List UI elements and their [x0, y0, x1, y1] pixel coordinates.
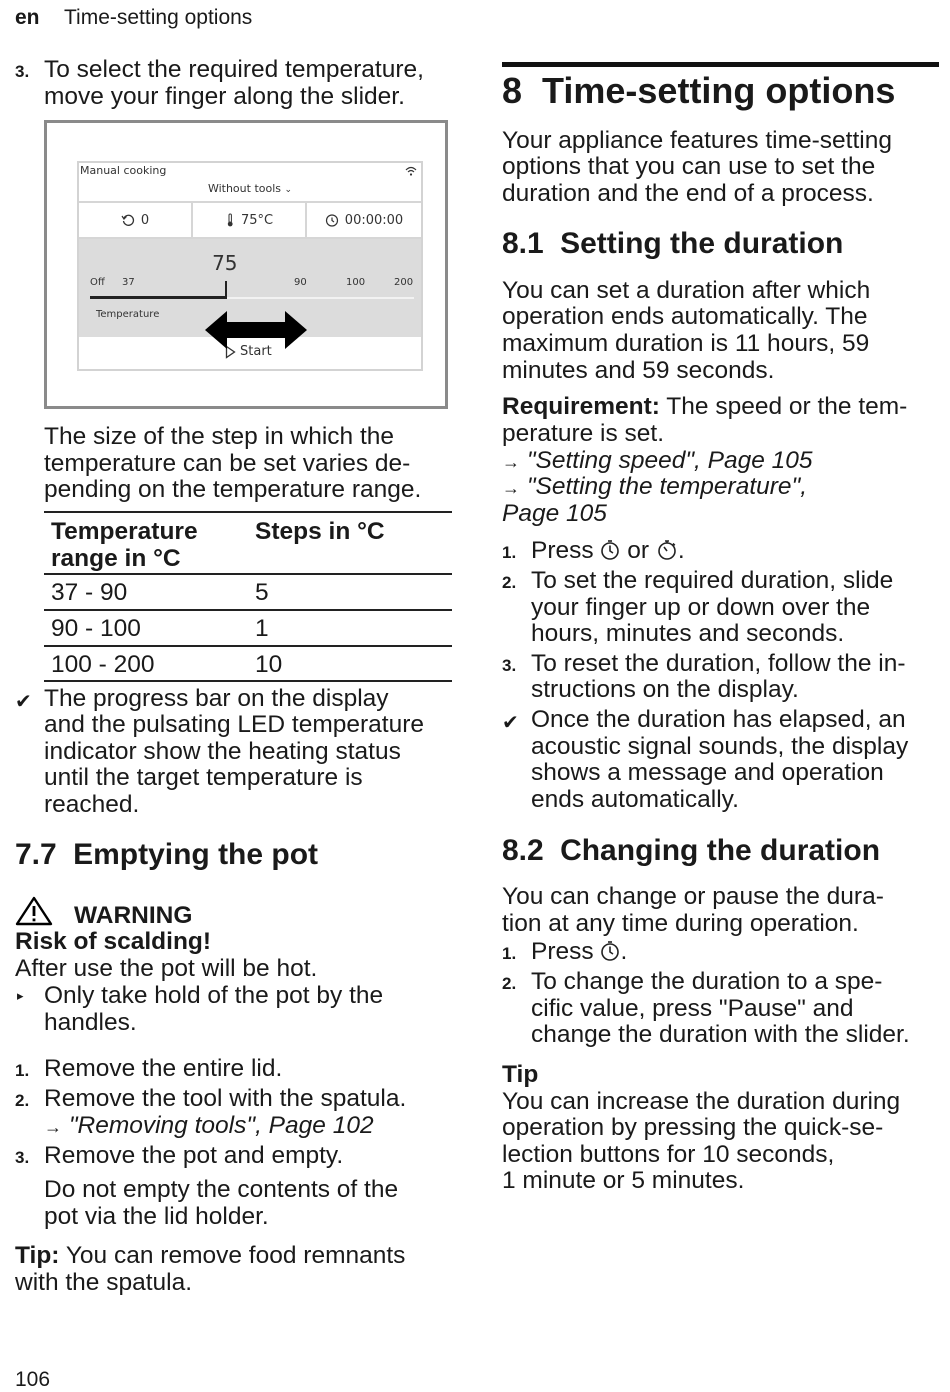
- warning-instruction: Only take hold of the pot by the: [44, 982, 384, 1009]
- table-cell: 5: [255, 579, 269, 606]
- body-text: You can change or pause the dura-: [502, 883, 884, 910]
- chapter-rule: [502, 62, 939, 67]
- swipe-arrow-icon: [203, 309, 309, 351]
- step-text: To change the duration to a spe-: [531, 968, 883, 995]
- cross-reference-page: Page 105: [502, 500, 607, 527]
- step-note: Do not empty the contents of the: [44, 1176, 399, 1203]
- result-text: until the target temperature is: [44, 764, 363, 791]
- duration-value: 00:00:00: [344, 212, 404, 228]
- body-text: maximum duration is 11 hours, 59: [502, 330, 870, 357]
- body-text: You can set a duration after which: [502, 277, 871, 304]
- checkmark-icon: ✔: [502, 712, 519, 734]
- slider-label: Temperature: [96, 309, 160, 320]
- stopwatch-icon: [656, 539, 678, 561]
- tip-text: You can increase the duration during: [502, 1088, 901, 1115]
- warning-icon: [15, 896, 53, 926]
- step-text: To set the required duration, slide: [531, 567, 894, 594]
- step-text: change the duration with the slider.: [531, 1021, 910, 1048]
- section-title: Setting the duration: [560, 227, 844, 260]
- section-heading: [502, 227, 843, 261]
- step-text: cific value, press "Pause" and: [531, 995, 854, 1022]
- slider-handle[interactable]: [225, 281, 227, 299]
- body-text: Your appliance features time-setting: [502, 127, 892, 154]
- step-number: 1.: [15, 1061, 30, 1080]
- duration-tile[interactable]: [307, 203, 421, 239]
- language-code: en: [15, 6, 40, 29]
- step-text: Remove the entire lid.: [44, 1055, 283, 1082]
- body-text: duration and the end of a process.: [502, 180, 874, 207]
- step-text: Remove the tool with the spatula.: [44, 1085, 407, 1112]
- step-text: To select the required temperature,: [44, 56, 424, 83]
- arrow-right-icon: →: [502, 478, 520, 498]
- tick-label: 100: [346, 277, 366, 288]
- body-text: tion at any time during operation.: [502, 910, 859, 937]
- step-text: To reset the duration, follow the in-: [531, 650, 906, 677]
- body-text: pending on the temperature range.: [44, 476, 422, 503]
- speed-value: 0: [140, 212, 150, 228]
- body-text: The size of the step in which the: [44, 423, 394, 450]
- result-text: indicator show the heating status: [44, 738, 401, 765]
- step-text: your finger up or down over the: [531, 594, 871, 621]
- arrow-right-icon: →: [502, 452, 520, 472]
- bullet-triangle-icon: ▸: [17, 988, 24, 1003]
- step-number: 1.: [502, 944, 517, 963]
- warning-label: WARNING: [74, 902, 193, 929]
- result-text: Once the duration has elapsed, an: [531, 706, 906, 733]
- result-text: acoustic signal sounds, the display: [531, 733, 909, 760]
- section-number: 8.1: [502, 227, 544, 260]
- step-number: 3.: [15, 1148, 30, 1167]
- warning-heading: Risk of scalding!: [15, 928, 212, 955]
- arrow-right-icon: →: [44, 1117, 62, 1137]
- tip-text: operation by pressing the quick-se-: [502, 1114, 884, 1141]
- step-number: 1.: [502, 543, 517, 562]
- tick-label: Off: [90, 277, 105, 288]
- cross-reference-link[interactable]: → "Setting the temperature",: [502, 473, 808, 500]
- tip-text: Tip: You can remove food remnants: [15, 1242, 406, 1269]
- tick-label: 90: [294, 277, 307, 288]
- tip-text: 1 minute or 5 minutes.: [502, 1167, 745, 1194]
- step-number: 2.: [502, 974, 517, 993]
- tip-label: Tip: [502, 1061, 539, 1088]
- table-row: [44, 573, 452, 575]
- result-text: shows a message and operation: [531, 759, 884, 786]
- tick-label: 200: [394, 277, 414, 288]
- step-text: move your finger along the slider.: [44, 83, 405, 110]
- table-cell: 1: [255, 615, 269, 642]
- section-heading: [15, 838, 318, 872]
- step-number: 2.: [502, 573, 517, 592]
- duration-timer-icon: [600, 539, 620, 561]
- requirement-label: Requirement:: [502, 393, 660, 420]
- table-header-row: [44, 511, 452, 513]
- cross-reference-link[interactable]: → "Setting speed", Page 105: [502, 447, 813, 474]
- slider-current-value: 75: [212, 251, 238, 275]
- start-label: Start: [240, 344, 272, 359]
- warning-text: After use the pot will be hot.: [15, 955, 318, 982]
- requirement-text: Requirement: The speed or the tem-: [502, 393, 908, 420]
- tool-dropdown[interactable]: [79, 182, 421, 195]
- chapter-title: Time-setting options: [542, 70, 896, 111]
- page-number: 106: [15, 1368, 51, 1391]
- chevron-down-icon: ⌄: [284, 185, 293, 195]
- table-header: range in °C: [51, 545, 181, 572]
- tick-label: 37: [122, 277, 135, 288]
- cross-reference-link[interactable]: → "Removing tools", Page 102: [44, 1112, 374, 1139]
- table-header: Temperature: [51, 518, 198, 545]
- section-number: 7.7: [15, 838, 57, 871]
- thermometer-icon: [225, 213, 235, 227]
- step-note: pot via the lid holder.: [44, 1203, 269, 1230]
- table-cell: 90 - 100: [51, 615, 141, 642]
- result-text: ends automatically.: [531, 786, 739, 813]
- requirement-text: perature is set.: [502, 420, 665, 447]
- speed-tile[interactable]: [79, 203, 193, 239]
- chapter-heading: [502, 70, 895, 112]
- body-text: temperature can be set varies de-: [44, 450, 411, 477]
- chapter-number: 8: [502, 70, 523, 111]
- step-number: 3.: [15, 62, 30, 81]
- warning-instruction: handles.: [44, 1009, 137, 1036]
- body-text: operation ends automatically. The: [502, 303, 868, 330]
- temperature-tile[interactable]: [193, 203, 307, 239]
- result-text: and the pulsating LED temperature: [44, 711, 424, 738]
- body-text: minutes and 59 seconds.: [502, 357, 775, 384]
- duration-timer-icon: [600, 940, 620, 962]
- step-text: structions on the display.: [531, 676, 799, 703]
- table-row: [44, 609, 452, 611]
- table-bottom-rule: [44, 680, 452, 682]
- step-text: Press .: [531, 938, 628, 965]
- rotate-icon: [121, 213, 135, 227]
- section-title: Changing the duration: [560, 834, 881, 867]
- timer-icon: [325, 213, 339, 227]
- step-text: hours, minutes and seconds.: [531, 620, 845, 647]
- checkmark-icon: ✔: [15, 691, 32, 713]
- section-number: 8.2: [502, 834, 544, 867]
- dropdown-value: Without tools: [207, 182, 281, 195]
- appliance-screen: [77, 161, 423, 371]
- section-title: Emptying the pot: [73, 838, 319, 871]
- wifi-icon: [405, 166, 417, 176]
- result-text: The progress bar on the display: [44, 685, 389, 712]
- temperature-value: 75°C: [240, 212, 274, 228]
- table-cell: 37 - 90: [51, 579, 128, 606]
- table-header: Steps in °C: [255, 518, 385, 545]
- body-text: options that you can use to set the: [502, 153, 876, 180]
- tip-label: Tip:: [15, 1242, 60, 1269]
- result-text: reached.: [44, 791, 140, 818]
- tip-text: lection buttons for 10 seconds,: [502, 1141, 835, 1168]
- step-text: Press or .: [531, 537, 685, 564]
- slider-fill: [90, 296, 226, 299]
- display-illustration: [44, 120, 448, 409]
- table-row: [44, 645, 452, 647]
- step-number: 2.: [15, 1091, 30, 1110]
- screen-title: Manual cooking: [80, 164, 167, 177]
- section-heading: [502, 834, 880, 868]
- step-text: Remove the pot and empty.: [44, 1142, 344, 1169]
- running-header-title: Time-setting options: [64, 6, 253, 29]
- table-cell: 10: [255, 651, 283, 678]
- step-number: 3.: [502, 656, 517, 675]
- table-cell: 100 - 200: [51, 651, 155, 678]
- tip-text: with the spatula.: [15, 1269, 193, 1296]
